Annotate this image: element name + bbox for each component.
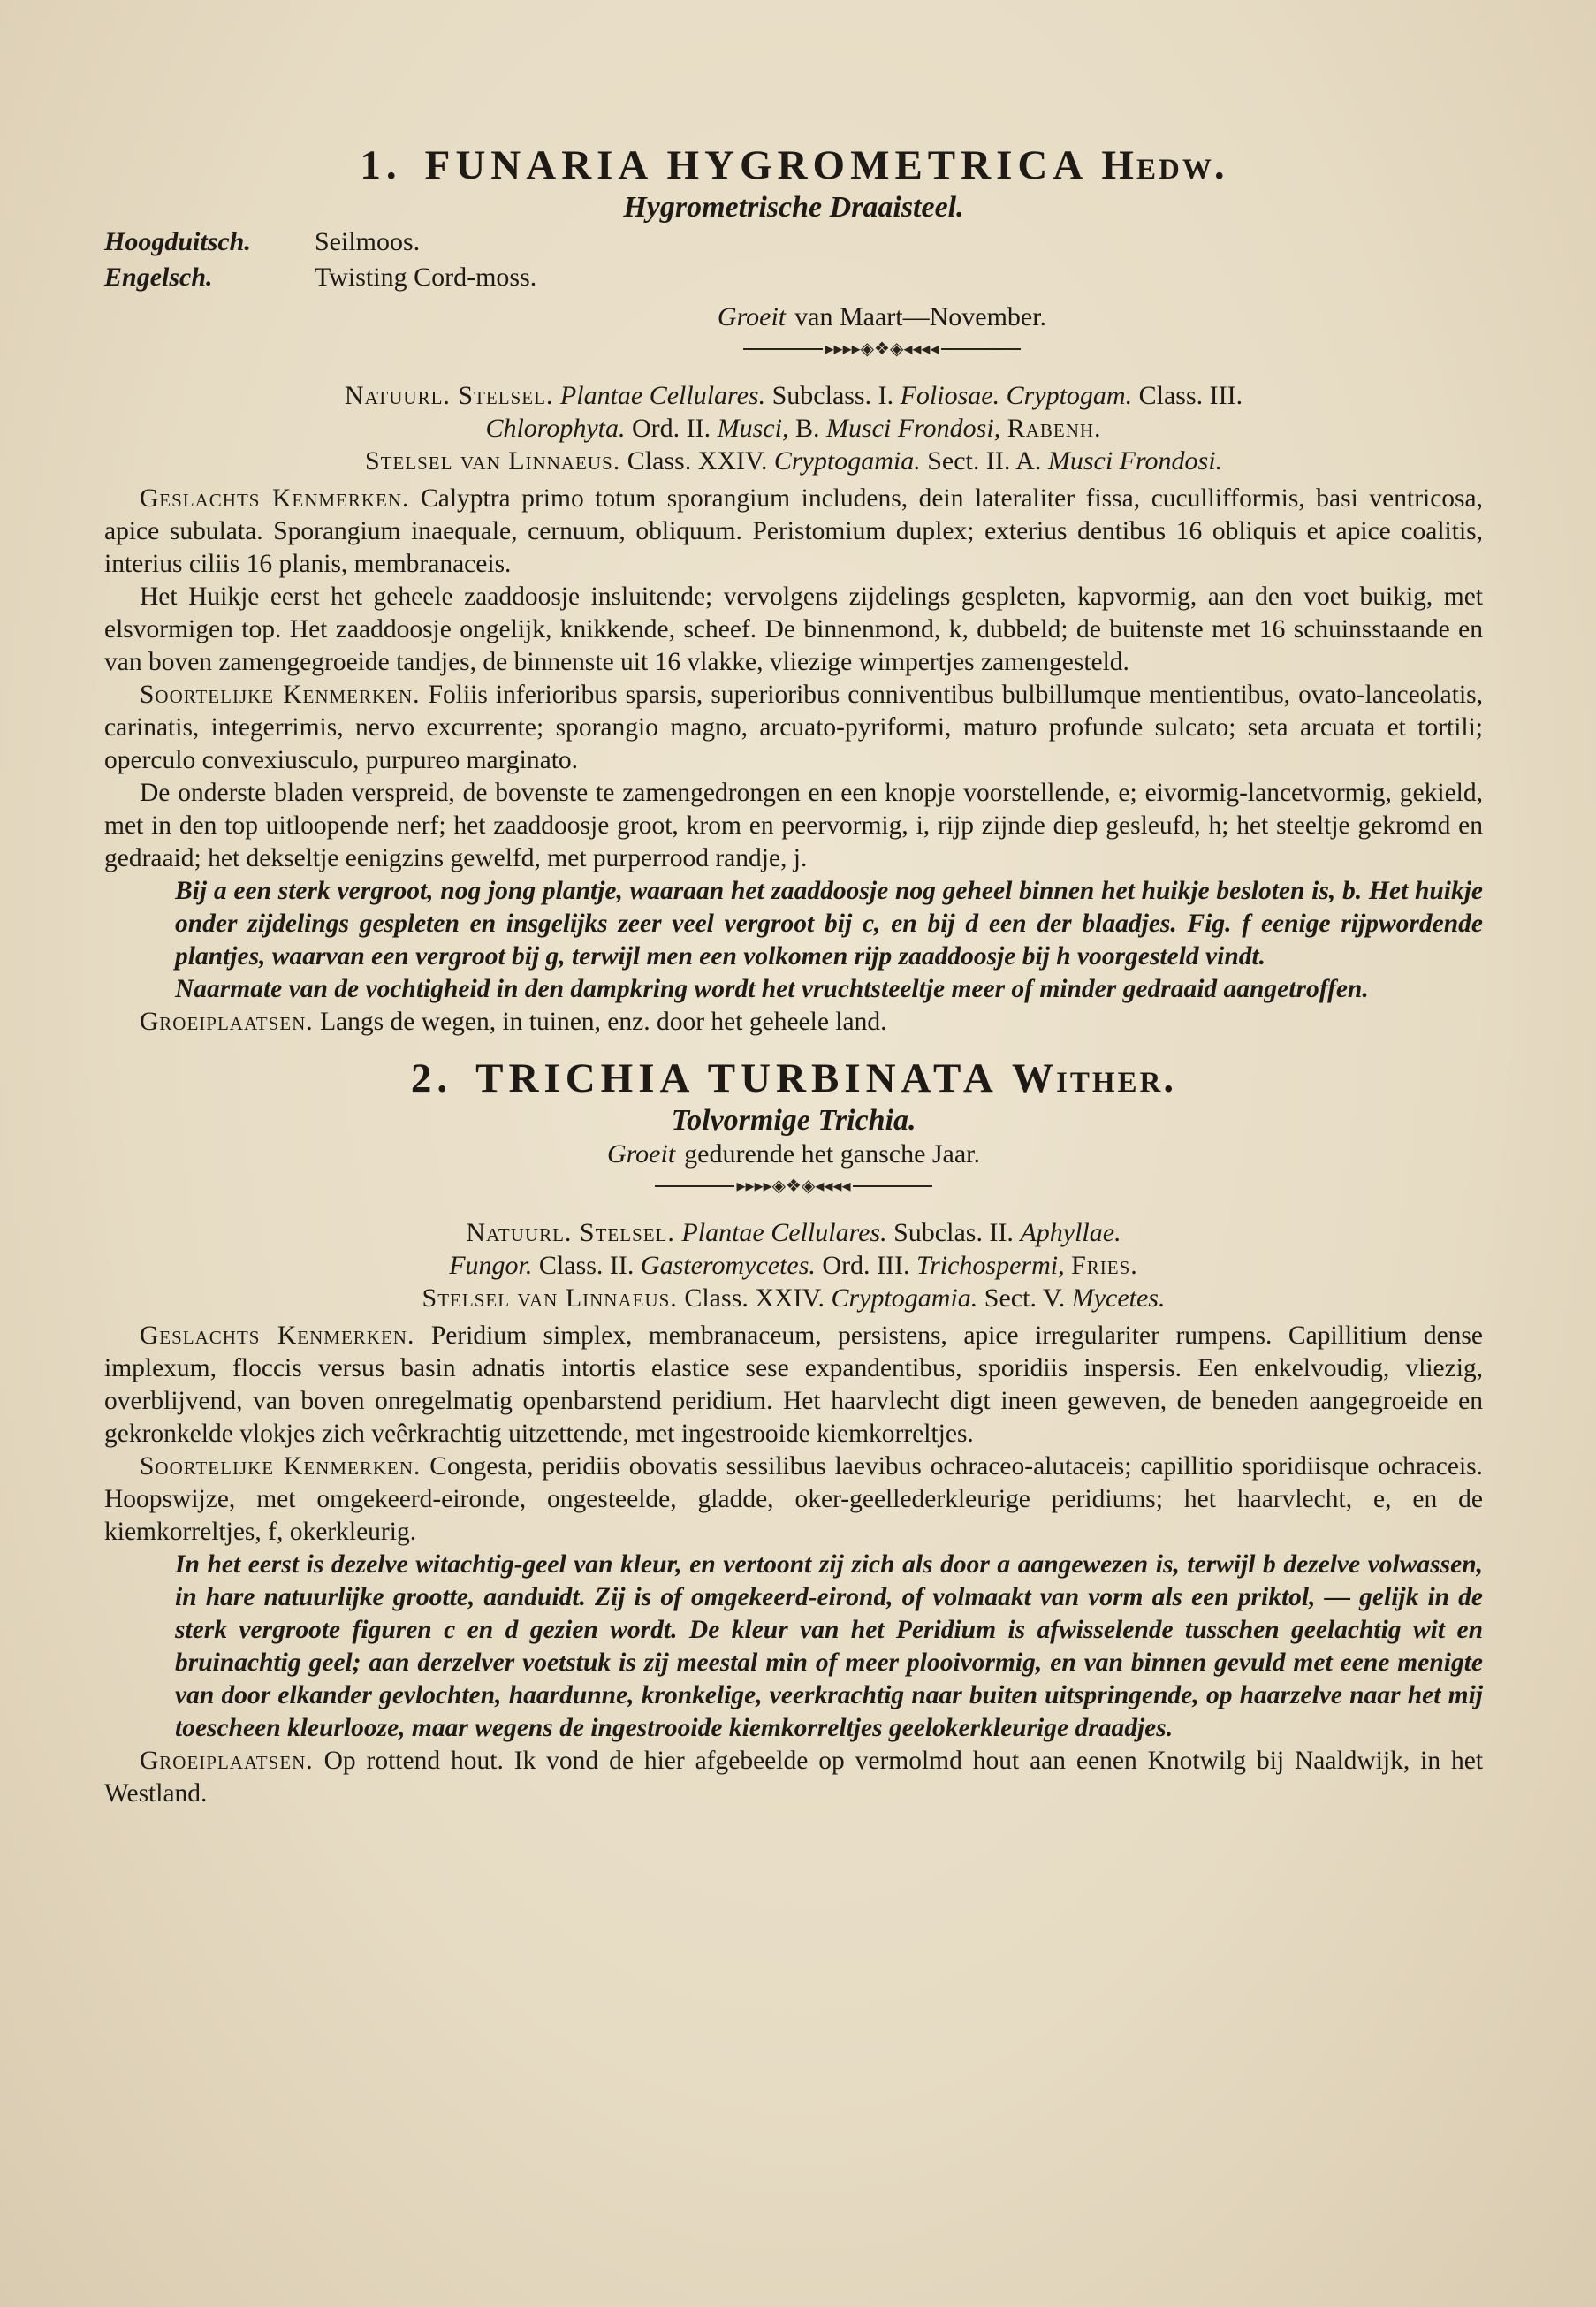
season-label: Groeit [606,1139,676,1169]
genus-latin: Peridium simplex, membranaceum, persistens, apice irregulariter rumpens. Capillitium dense implexum, floccis versus basin adnatis intortis elastice sese expandentibus, sporidiis inspersis. [104,1321,1483,1382]
vernacular-language: Engelsch. [104,263,213,292]
genus-latin: Calyptra primo totum sporangium includens, dein lateraliter fissa, cucullifformis, basi ventricosa, apice subulata. Sporangium inaequale, cernuum, obliquum. Peristomium duplex; exterius dentibus 16 obliquis et apice coalitis, interius ciliis 16 planis, membranaceis. [104,484,1484,578]
species-1-heading [104,141,1483,189]
genus-label: Geslachts Kenmerken. [140,484,410,513]
vernacular-row [104,260,1483,295]
rule [853,1185,932,1187]
ornament-icon: ▸▸▸▸◈❖◈◂◂◂◂ [736,1176,851,1196]
genus-dutch: Een enkelvoudig, vliezig, overblijvend, van boven onregelmatig openbarstend peridium. Het haarvlecht digt ineen geweven, de beneden aangegroeide en gekronkelde vlokjes zich veêrkrachtig uitzettende, met ingestrooide kiemkorreltjes. [104,1354,1484,1448]
ornament-icon: ▸▸▸▸◈❖◈◂◂◂◂ [825,339,939,359]
vernacular-row [104,225,1483,260]
genus-label: Geslachts Kenmerken. [140,1321,415,1350]
species-1-number: 1. [360,142,402,188]
habitat-label: Groeiplaatsen. [140,1747,314,1775]
genus-characters [104,1320,1483,1450]
species-1-vernacular-names [104,225,1483,295]
figure-text: In het eerst is dezelve witachtig-geel van kleur, en vertoont zij zich als door a aangewezen is, terwijl b dezelve volwassen, in hare natuurlijke grootte, aanduidt. Zij is of omgekeerd-eirond, of volmaakt van vorm als een priktol, — gelijk in de sterk vergroote figuren c en d gezien wordt. De kleur van het Peridium is afwisselende tusschen geelachtig wit en bruinachtig geel; aan derzelver voetstuk is zij meestal min of meer plooivormig, en van binnen gevuld met eene menigte van door elkander gevlochten, haardunne, kronkelige, veerkrachtig naar buiten uitspringende, op haarzelve naar het mij toescheen kleurlooze, maar wegens de ingestrooide kiemkorreltjes geelokerkleurige draadjes. [175,1550,1483,1742]
system-line-1: Natuurl. Stelsel. Plantae Cellulares. Subclas. II. Aphyllae. [466,1218,1121,1247]
habitat-label: Groeiplaatsen. [140,1008,314,1036]
species-1-dutch-name: Hygrometrische Draaisteel. [623,191,964,224]
species-2-author: Wither. [1011,1055,1177,1101]
system-line-1: Natuurl. Stelsel. Plantae Cellulares. Subclass. I. Foliosae. Cryptogam. Class. III. [344,381,1243,410]
species-1-system [104,379,1483,477]
species-1-author: Hedw. [1101,142,1227,188]
habitat-text: Langs de wegen, in tuinen, enz. door het geheele land. [320,1008,887,1036]
system-line-3: Stelsel van Linnaeus. Class. XXIV. Cryptogamia. Sect. V. Mycetes. [422,1283,1166,1313]
species-2-season [104,1139,1483,1169]
rule [743,348,823,350]
species-label: Soortelijke Kenmerken. [140,681,421,709]
ornament-divider [281,338,1483,360]
species-2-entry [104,1055,1483,1810]
species-dutch: Hoopswijze, met omgekeerd-eironde, ongesteelde, gladde, oker-geellederkleurige peridiums; het haarvlecht, e, en de kiemkorreltjes, f, okerkleurig. [104,1485,1483,1546]
figure-text-1: Bij a een sterk vergroot, nog jong plantje, waaraan het zaaddoosje nog geheel binnen het huikje besloten is, b. Het huikje onder zijdelings gespleten en insgelijks zeer veel vergroot bij c, en bij d een der blaadjes. Fig. f eenige rijpwordende plantjes, waarvan een vergroot bij g, terwijl men een volkomen rijp zaaddoosje bij h voorgesteld vindt. [175,877,1483,971]
system-line-2: Fungor. Class. II. Gasteromycetes. Ord. III. Trichospermi, Fries. [449,1251,1138,1280]
species-label: Soortelijke Kenmerken. [140,1452,422,1481]
species-2-number: 2. [410,1055,453,1101]
system-line-3: Stelsel van Linnaeus. Class. XXIV. Cryptogamia. Sect. II. A. Musci Frondosi. [364,446,1223,476]
vernacular-language: Hoogduitsch. [104,227,251,256]
species-1-description [104,483,1483,1039]
rule [941,348,1021,350]
habitat-text: Op rottend hout. Ik vond de hier afgebeelde op vermolmd hout aan eenen Knotwilg bij Naaldwijk, in het Westland. [104,1747,1484,1808]
genus-characters [104,483,1483,581]
figure-explanation [104,875,1483,1006]
figure-text-2: Naarmate van de vochtigheid in den dampkring wordt het vruchtsteeltje meer of minder gedraaid aangetroffen. [175,975,1369,1003]
species-characters [104,1450,1483,1549]
figure-explanation [104,1549,1483,1745]
species-1-name: FUNARIA HYGROMETRICA [424,142,1086,188]
page [104,141,1483,1810]
species-latin: Foliis inferioribus sparsis, superioribus conniventibus bulbillumque mentientibus, ovato-lanceolatis, carinatis, integerrimis, nervo excurrente; sporangio magno, arcuato-pyriformi, maturo profunde sulcato; seta arcuata et tortili; operculo convexiusculo, purpureo marginato. [104,681,1484,774]
genus-dutch: Het Huikje eerst het geheele zaaddoosje insluitende; vervolgens zijdelings gespleten, kapvormig, aan den voet buikig, met elsvormigen top. Het zaaddoosje ongelijk, knikkende, scheef. De binnenmond, k, dubbeld; de buitenste met 16 schuinsstaande en van boven zamengegroeide tandjes, de binnenste uit 16 vlakke, vliezige wimpertjes zamengesteld. [104,582,1483,676]
species-1-season [281,302,1483,332]
season-text: gedurende het gansche Jaar. [684,1139,981,1169]
habitat [104,1745,1483,1810]
species-1-entry [104,141,1483,1039]
season-label: Groeit [717,302,787,331]
vernacular-name: Seilmoos. [315,227,421,256]
species-2-dutch-name: Tolvormige Trichia. [671,1104,916,1137]
system-line-2: Chlorophyta. Ord. II. Musci, B. Musci Frondosi, Rabenh. [485,414,1102,443]
season-text: van Maart—November. [794,302,1047,331]
species-2-system [104,1216,1483,1314]
species-characters [104,679,1483,777]
ornament-divider [104,1175,1483,1197]
habitat [104,1006,1483,1039]
species-latin: Congesta, peridiis obovatis sessilibus laevibus ochraceo-alutaceis; capillitio sporidiisque ochraceis. [429,1452,1483,1481]
species-2-heading [104,1055,1483,1102]
rule [655,1185,734,1187]
species-2-name: TRICHIA TURBINATA [475,1055,997,1101]
species-2-description [104,1320,1483,1810]
species-dutch: De onderste bladen verspreid, de bovenste te zamengedrongen en een knopje voorstellende, e; eivormig-lancetvormig, gekield, met in den top uitloopende nerf; het zaaddoosje groot, krom en peervormig, i, rijp zijnde diep gesleufd, h; het steeltje gekromd en gedraaid; het dekseltje eenigzins gewelfd, met purperrood randje, j. [104,779,1483,872]
vernacular-name: Twisting Cord-moss. [315,263,537,292]
